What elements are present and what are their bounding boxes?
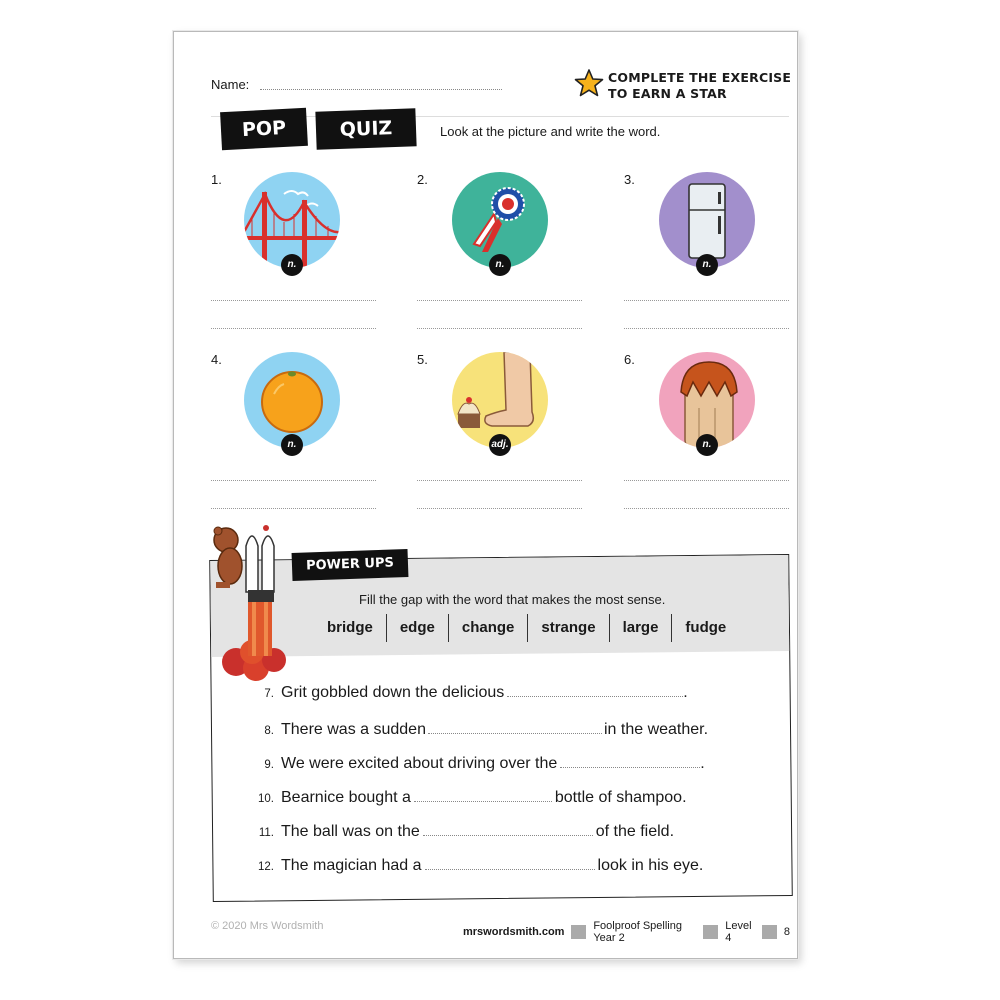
sentence-row: [242, 857, 703, 875]
answer-line[interactable]: [211, 480, 376, 481]
word-bank-item: change: [461, 619, 515, 636]
sentence-text-before: We were excited about driving over the: [281, 755, 558, 772]
worksheet-page: [173, 31, 798, 959]
sentence-text-before: The magician had a: [281, 857, 422, 874]
answer-line[interactable]: [211, 508, 376, 509]
answer-line[interactable]: [624, 300, 789, 301]
word-bank: [314, 614, 739, 642]
part-of-speech-badge: n.: [281, 254, 303, 276]
power-ups-instruction: Fill the gap with the word that makes the most sense.: [359, 592, 666, 607]
part-of-speech-badge: n.: [696, 254, 718, 276]
sentence-row: [242, 721, 708, 739]
sentence-text-after: .: [683, 684, 688, 701]
pop-tag: POP: [220, 108, 308, 150]
gap-blank[interactable]: [414, 789, 552, 802]
part-of-speech-badge: n.: [281, 434, 303, 456]
footer-divider: [571, 925, 586, 939]
sentence-row: [242, 789, 687, 807]
gap-blank[interactable]: [428, 721, 602, 734]
sentence-row: [242, 684, 688, 702]
sentence-number: 9.: [264, 759, 274, 771]
answer-line[interactable]: [624, 328, 789, 329]
answer-line[interactable]: [211, 300, 376, 301]
part-of-speech-badge: n.: [489, 254, 511, 276]
word-bank-item: edge: [399, 619, 435, 636]
name-field[interactable]: [260, 89, 502, 90]
word-bank-item: strange: [541, 619, 596, 636]
copyright-text: © 2020 Mrs Wordsmith: [211, 920, 324, 932]
rocket-bear-icon: [206, 522, 296, 682]
gap-blank[interactable]: [560, 755, 700, 768]
sentence-number: 10.: [258, 793, 274, 805]
sentence-text-after: of the field.: [595, 823, 675, 840]
sentence-text-before: Grit gobbled down the delicious: [281, 684, 505, 701]
word-bank-item: bridge: [327, 619, 373, 636]
complete-line-1: COMPLETE THE EXERCISE: [608, 70, 792, 85]
question-number: 3.: [624, 172, 635, 187]
word-bank-item: large: [622, 619, 659, 636]
pop-quiz-instruction: Look at the picture and write the word.: [440, 124, 661, 139]
question-number: 6.: [624, 352, 635, 367]
star-icon: [574, 68, 604, 98]
part-of-speech-badge: adj.: [489, 434, 511, 456]
sentence-text-before: There was a sudden: [281, 721, 426, 738]
answer-line[interactable]: [211, 328, 376, 329]
page-number: 8: [783, 926, 791, 938]
complete-line-2: TO EARN A STAR: [608, 86, 727, 101]
sentence-row: [242, 823, 674, 841]
sentence-number: 7.: [264, 688, 274, 700]
footer-divider: [762, 925, 777, 939]
question-number: 1.: [211, 172, 222, 187]
footer-info: [456, 920, 797, 944]
complete-exercise-note: [608, 70, 791, 102]
answer-line[interactable]: [417, 300, 582, 301]
sentence-text-before: Bearnice bought a: [281, 789, 411, 806]
site-link[interactable]: mrswordsmith.com: [463, 926, 565, 938]
sentence-row: [242, 755, 705, 773]
answer-line[interactable]: [624, 508, 789, 509]
sentence-text-after: in the weather.: [603, 721, 709, 738]
book-title: Foolproof Spelling Year 2: [593, 920, 682, 944]
power-ups-tag: POWER UPS: [292, 549, 409, 581]
sentence-text-before: The ball was on the: [281, 823, 420, 840]
sentence-number: 8.: [264, 725, 274, 737]
sentence-number: 11.: [258, 827, 274, 839]
gap-blank[interactable]: [425, 857, 595, 870]
quiz-tag: QUIZ: [315, 108, 416, 149]
answer-line[interactable]: [417, 508, 582, 509]
gap-blank[interactable]: [507, 684, 683, 697]
question-number: 2.: [417, 172, 428, 187]
answer-line[interactable]: [417, 480, 582, 481]
question-number: 5.: [417, 352, 428, 367]
sentence-text-after: bottle of shampoo.: [554, 789, 687, 806]
sentence-text-after: look in his eye.: [597, 857, 704, 874]
sentence-text-after: .: [700, 755, 705, 772]
sentence-number: 12.: [258, 861, 274, 873]
name-label: Name:: [211, 77, 250, 92]
footer-divider: [703, 925, 718, 939]
level-label: Level 4: [725, 920, 752, 944]
answer-line[interactable]: [624, 480, 789, 481]
question-number: 4.: [211, 352, 222, 367]
answer-line[interactable]: [417, 328, 582, 329]
part-of-speech-badge: n.: [696, 434, 718, 456]
gap-blank[interactable]: [423, 823, 593, 836]
word-bank-item: fudge: [685, 619, 727, 636]
